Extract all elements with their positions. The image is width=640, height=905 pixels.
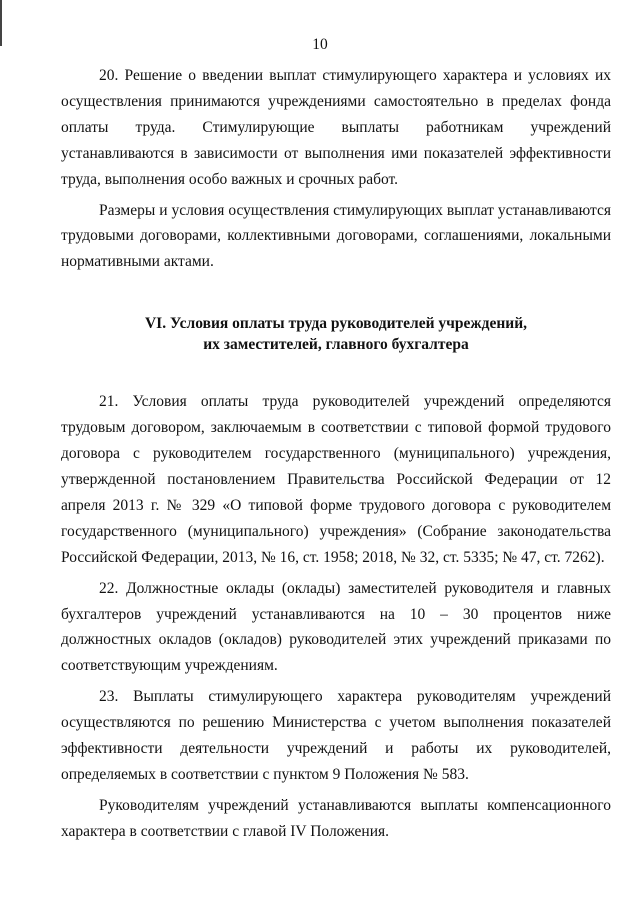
section-heading — [61, 313, 611, 355]
paragraph-20: 20. Решение о введении выплат стимулирующего характера и условиях их осуществления принимаются учреждениями самостоятельно в пределах фонда оплаты труда. Стимулирующие выплаты работникам учреждений устанавливаются в зависимости от выполнения ими показателей эффективности труда, выполнения особо важных и срочных работ. — [61, 67, 611, 188]
paragraph-22: 22. Должностные оклады (оклады) заместителей руководителя и главных бухгалтеров учреждений устанавливаются на 10 – 30 процентов ниже должностных окладов (окладов) руководителей этих учреждений приказами по соответствующим учреждениям. — [61, 579, 611, 675]
page-number: 10 — [312, 36, 328, 53]
paragraph-stimulating-payments: Размеры и условия осуществления стимулирующих выплат устанавливаются трудовыми договорами, коллективными договорами, соглашениями, локальными нормативными актами. — [61, 201, 611, 271]
paragraph-compensation: Руководителям учреждений устанавливаются выплаты компенсационного характера в соответствии с главой IV Положения. — [61, 796, 611, 840]
document-body — [61, 63, 611, 845]
section-heading-line-1: VI. Условия оплаты труда руководителей учреждений, — [144, 315, 528, 333]
paragraph-21: 21. Условия оплаты труда руководителей учреждений определяются трудовым договором, заключаемым в соответствии с типовой формой трудового договора с руководителем государственного (муниципального) учреждения, утвержденной постановлением Правительства Российской Федерации от 12 апреля 2013 г. № 329 «О типовой форме трудового договора с руководителем государственного (муниципального) учреждения» (Собрание законодательства Российской Федерации, 2013, № 16, ст. 1958; 2018, № 32, ст. 5335; № 47, ст. 7262). — [61, 393, 611, 566]
section-heading-line-2: их заместителей, главного бухгалтера — [203, 336, 469, 354]
paragraph-23: 23. Выплаты стимулирующего характера руководителям учреждений осуществляются по решению Министерства с учетом выполнения показателей эффективности деятельности учреждений и работы их руководителей, определяемых в соответствии с пунктом 9 Положения № 583. — [61, 688, 611, 783]
